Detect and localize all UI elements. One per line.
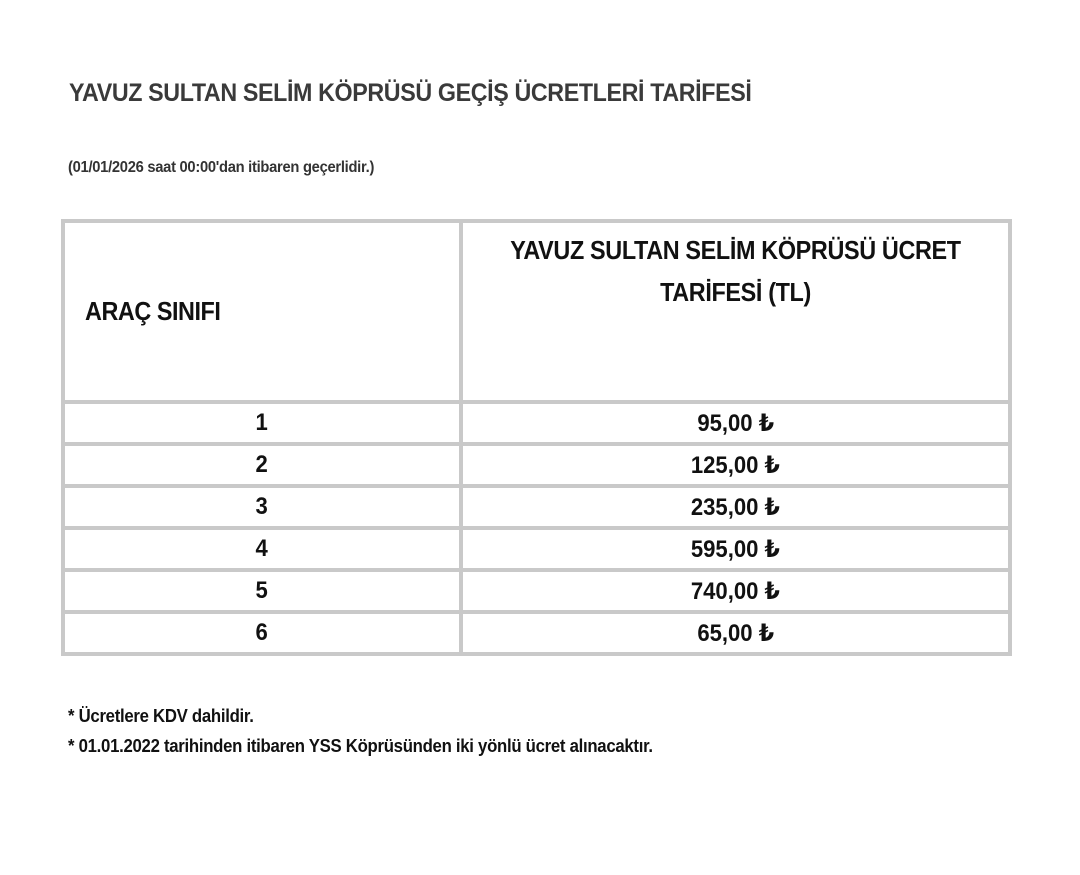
- fee-cell: 595,00 ₺: [461, 528, 1010, 570]
- validity-note: (01/01/2026 saat 00:00'dan itibaren geçerlidir.): [68, 159, 375, 176]
- table-row: [63, 612, 1010, 654]
- page-title: YAVUZ SULTAN SELİM KÖPRÜSÜ GEÇİŞ ÜCRETLERİ TARİFESİ: [69, 79, 752, 107]
- table-row: [63, 444, 1010, 486]
- fee-cell: 95,00 ₺: [461, 402, 1010, 444]
- vehicle-class-cell: 6: [63, 612, 461, 654]
- fee-cell: 740,00 ₺: [461, 570, 1010, 612]
- footnote-vat: * Ücretlere KDV dahildir.: [68, 706, 254, 726]
- fee-cell: 65,00 ₺: [461, 612, 1010, 654]
- table-row: [63, 486, 1010, 528]
- table-row: [63, 402, 1010, 444]
- footnotes: [68, 705, 697, 765]
- vehicle-class-cell: 4: [63, 528, 461, 570]
- fee-cell: 125,00 ₺: [461, 444, 1010, 486]
- footnote-two-way-fee: * 01.01.2022 tarihinden itibaren YSS Köprüsünden iki yönlü ücret alınacaktır.: [68, 736, 653, 756]
- tariff-table: [61, 219, 1012, 656]
- vehicle-class-cell: 3: [63, 486, 461, 528]
- header-vehicle-class: ARAÇ SINIFI: [63, 221, 461, 402]
- header-fee: YAVUZ SULTAN SELİM KÖPRÜSÜ ÜCRET TARİFESİ (TL): [461, 221, 1010, 402]
- table-row: [63, 570, 1010, 612]
- vehicle-class-cell: 1: [63, 402, 461, 444]
- table-header-row: [63, 221, 1010, 402]
- fee-cell: 235,00 ₺: [461, 486, 1010, 528]
- vehicle-class-cell: 5: [63, 570, 461, 612]
- table-row: [63, 528, 1010, 570]
- vehicle-class-cell: 2: [63, 444, 461, 486]
